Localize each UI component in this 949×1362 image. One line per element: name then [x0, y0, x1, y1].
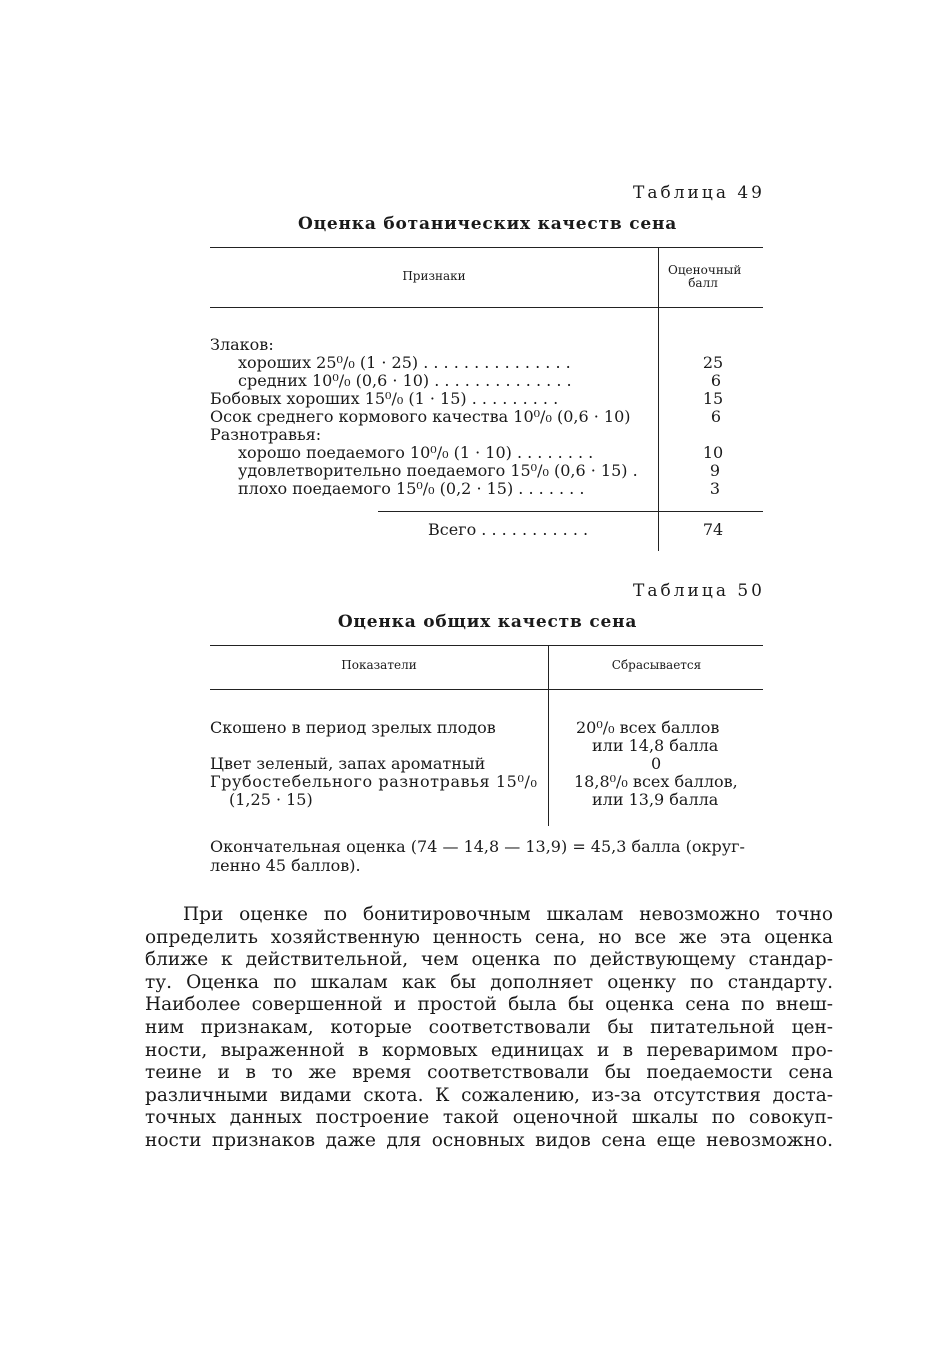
body-paragraph [145, 904, 833, 1153]
score-cereals-medium: 6 [710, 371, 722, 390]
score-forbs-good: 10 [702, 443, 724, 462]
indicator-coarse-forbs-line2: (1,25 · 15) [229, 790, 313, 809]
row-sedges: Осок среднего кормового качества 10⁰/₀ (0,6 · 10) [210, 407, 631, 426]
indicator-color-smell: Цвет зеленый, запах ароматный [210, 754, 486, 773]
final-score-note-line1: Окончательная оценка (74 — 14,8 — 13,9) = 45,3 балла (округ- [210, 837, 745, 856]
score-forbs-poor: 3 [709, 479, 721, 498]
table-50-label: Таблица 50 [633, 581, 765, 601]
header-deducted: Сбрасывается [611, 658, 702, 672]
score-cereals-good: 25 [702, 353, 724, 372]
deducted-coarse-forbs-line2: или 13,9 балла [592, 790, 719, 809]
paragraph-line: ту. Оценка по шкалам как бы дополняет оценку по стандарту. [145, 971, 833, 993]
table-rule-header [210, 689, 763, 690]
paragraph-line: точных данных построение такой оценочной шкалы по совокуп- [145, 1107, 833, 1129]
table-rule-top [210, 247, 763, 248]
deducted-mowed-ripe-line1: 20⁰/₀ всех баллов [576, 718, 720, 737]
row-forbs-good: хорошо поедаемого 10⁰/₀ (1 · 10) . . . . . . . . [238, 443, 594, 462]
table-column-divider [548, 646, 549, 826]
indicator-coarse-forbs-line1: Грубостебельного разнотравья 15⁰/₀ [210, 772, 538, 791]
final-score-note-line2: ленно 45 баллов). [210, 856, 361, 875]
total-rule [378, 511, 763, 512]
paragraph-line: ним признакам, которые соответствовали бы питательной цен- [145, 1016, 833, 1038]
score-sedges: 6 [710, 407, 722, 426]
paragraph-line: При оценке по бонитировочным шкалам невозможно точно [183, 904, 833, 925]
header-indicators: Показатели [341, 658, 417, 672]
deducted-coarse-forbs-line1: 18,8⁰/₀ всех баллов, [574, 772, 738, 791]
row-total: Всего . . . . . . . . . . . [428, 520, 589, 539]
table-rule-header [210, 307, 763, 308]
score-forbs-satisfactory: 9 [709, 461, 721, 480]
paragraph-line: Наиболее совершенной и простой была бы оценка сена по внеш- [145, 994, 833, 1016]
row-forbs-satisfactory: удовлетворительно поедаемого 15⁰/₀ (0,6 · 15) . [238, 461, 638, 480]
paragraph-line: теине и в то же время соответствовали бы поедаемости сена [145, 1062, 833, 1084]
paragraph-line: различными видами скота. К сожалению, из-за отсутствия доста- [145, 1084, 833, 1106]
header-features: Признаки [402, 269, 466, 283]
score-legumes: 15 [702, 389, 724, 408]
table-rule-top [210, 645, 763, 646]
table-50-caption: Оценка общих качеств сена [337, 612, 638, 632]
table-49-label: Таблица 49 [633, 183, 765, 203]
paragraph-line: ности признаков даже для основных видов сена еще невозможно. [145, 1129, 833, 1151]
header-score: Оценочный балл [668, 263, 742, 290]
deducted-color-smell: 0 [651, 754, 662, 773]
deducted-mowed-ripe-line2: или 14,8 балла [592, 736, 719, 755]
score-total: 74 [702, 520, 724, 539]
row-forbs-poor: плохо поедаемого 15⁰/₀ (0,2 · 15) . . . . . . . [238, 479, 585, 498]
indicator-mowed-ripe: Скошено в период зрелых плодов [210, 718, 496, 737]
paragraph-line: ближе к действительной, чем оценка по действующему стандар- [145, 949, 833, 971]
row-cereals-heading: Злаков: [210, 335, 274, 354]
row-legumes: Бобовых хороших 15⁰/₀ (1 · 15) . . . . . . . . . [210, 389, 559, 408]
table-column-divider [658, 248, 659, 551]
row-forbs-heading: Разнотравья: [210, 425, 322, 444]
row-cereals-medium: средних 10⁰/₀ (0,6 · 10) . . . . . . . . . . . . . . [238, 371, 572, 390]
table-49-caption: Оценка ботанических качеств сена [297, 214, 678, 234]
paragraph-line: ности, выраженной в кормовых единицах и в переваримом про- [145, 1039, 833, 1061]
row-cereals-good: хороших 25⁰/₀ (1 · 25) . . . . . . . . . . . . . . . [238, 353, 571, 372]
paragraph-line: определить хозяйственную ценность сена, но все же эта оценка [145, 926, 833, 948]
